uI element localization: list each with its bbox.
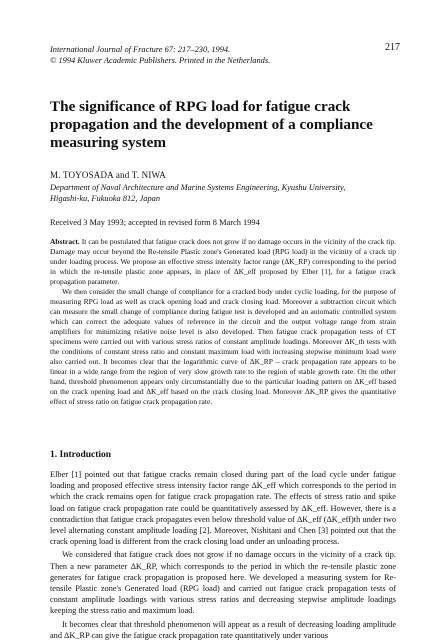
abstract-label: Abstract. xyxy=(50,237,80,246)
affiliation xyxy=(50,182,410,204)
page-number: 217 xyxy=(385,42,400,53)
paper-title: The significance of RPG load for fatigue crack propagation and the development of a compliance measuring system xyxy=(50,98,373,151)
section-heading: 1. Introduction xyxy=(50,450,112,460)
abstract-paragraph: We then consider the small change of compliance for a cracked body under cyclic loading, for the purpose of measuring RPG load as well as crack opening load and crack closing load. Moreover a subtraction circuit which can measure the small change of compliance during fatigue test is developed and an automatic controlled system which can correct the adequate values of reference in the circuit and the output voltage range from strain amplifiers for minimizing relative noise level is also developed. Then fatigue crack propagation tests of CT specimens were carried out with various stress ratios of constant amplitude loadings. Moreover ΔK_th tests with the conditions of constant stress ratio and constant maximum load with increasing stepwise minimum load were also carried out. It becomes clear that the logarithmic curve of ΔK_RP – crack propagation rate appears to be linear in a wide range from the region of very slow growth rate to the region of stable growth rate. On the other hand, threshold phenomenon appears only circumstantially due to the particular loading pattern on ΔK_eff based on the crack opening load and ΔK_eff based on the crack closing load. Moreover ΔK_RP gives the quantitative effect of stress ratio on fatigue crack propagation rate. xyxy=(50,287,396,406)
received-dates: Received 3 May 1993; accepted in revised form 8 March 1994 xyxy=(50,218,260,227)
body-paragraph: Elber [1] pointed out that fatigue cracks remain closed during part of the load cycle under fatigue loading and proposed effective stress intensity factor range ΔK_eff which corresponds to the period in which the crack remains open for fatigue crack propagation rate. The effects of stress ratio and spike load on fatigue crack propagation rate could be quantitatively assessed by ΔK_eff. However, there is a contradiction that fatigue crack propagates even below threshold value of ΔK_eff (ΔK_eff)th under two level alternating constant amplitude loading [2]. Moreover, Nishitani and Chen [3] pointed out that the crack opening load is different from the crack closing load under an unloading process. xyxy=(50,470,396,547)
abstract-text: It can be postulated that fatigue crack does not grow if no damage occurs in the vicinity of the crack tip. Damage may occur beyond the Re-tensile Plastic zone's Generated load (RPG load) in the vicinity of a crack tip under loading process. We propose an effective stress intensity factor range (ΔK_RP) corresponding to the period in which the re-tensile plastic zone appears, in place of ΔK_eff proposed by Elber [1], for a fatigue crack propagation parameter. xyxy=(50,237,396,286)
affiliation-line: Department of Naval Architecture and Marine Systems Engineering, Kyushu University, xyxy=(50,183,346,192)
journal-citation-line: International Journal of Fracture 67: 217–230, 1994. xyxy=(50,45,231,54)
journal-citation xyxy=(50,44,350,66)
abstract-paragraph xyxy=(50,237,396,287)
author-list: M. TOYOSADA and T. NIWA xyxy=(50,170,166,180)
copyright-line: © 1994 Kluwer Academic Publishers. Printed in the Netherlands. xyxy=(50,56,271,65)
affiliation-line: Higashi-ku, Fukuoka 812, Japan xyxy=(50,194,161,203)
body-paragraph: We considered that fatigue crack does not grow if no damage occurs in the vicinity of a crack tip. Then a new parameter ΔK_RP, which corresponds to the period in which the re-tensile plastic zone generates for fatigue crack propagation is proposed here. We developed a measuring system for Re-tensile Plastic zone's Generated load (RPG load) and carried out fatigue crack propagation tests of constant amplitude loadings with various stress ratios and decreasing stepwise amplitude loadings keeping the stress ratio and maximum load. xyxy=(50,550,396,616)
body-paragraph: It becomes clear that threshold phenomenon will appear as a result of decreasing loading amplitude and ΔK_RP can give the fatigue crack propagation rate quantitatively under various xyxy=(50,619,396,640)
body-text xyxy=(50,469,396,641)
abstract xyxy=(50,237,396,407)
